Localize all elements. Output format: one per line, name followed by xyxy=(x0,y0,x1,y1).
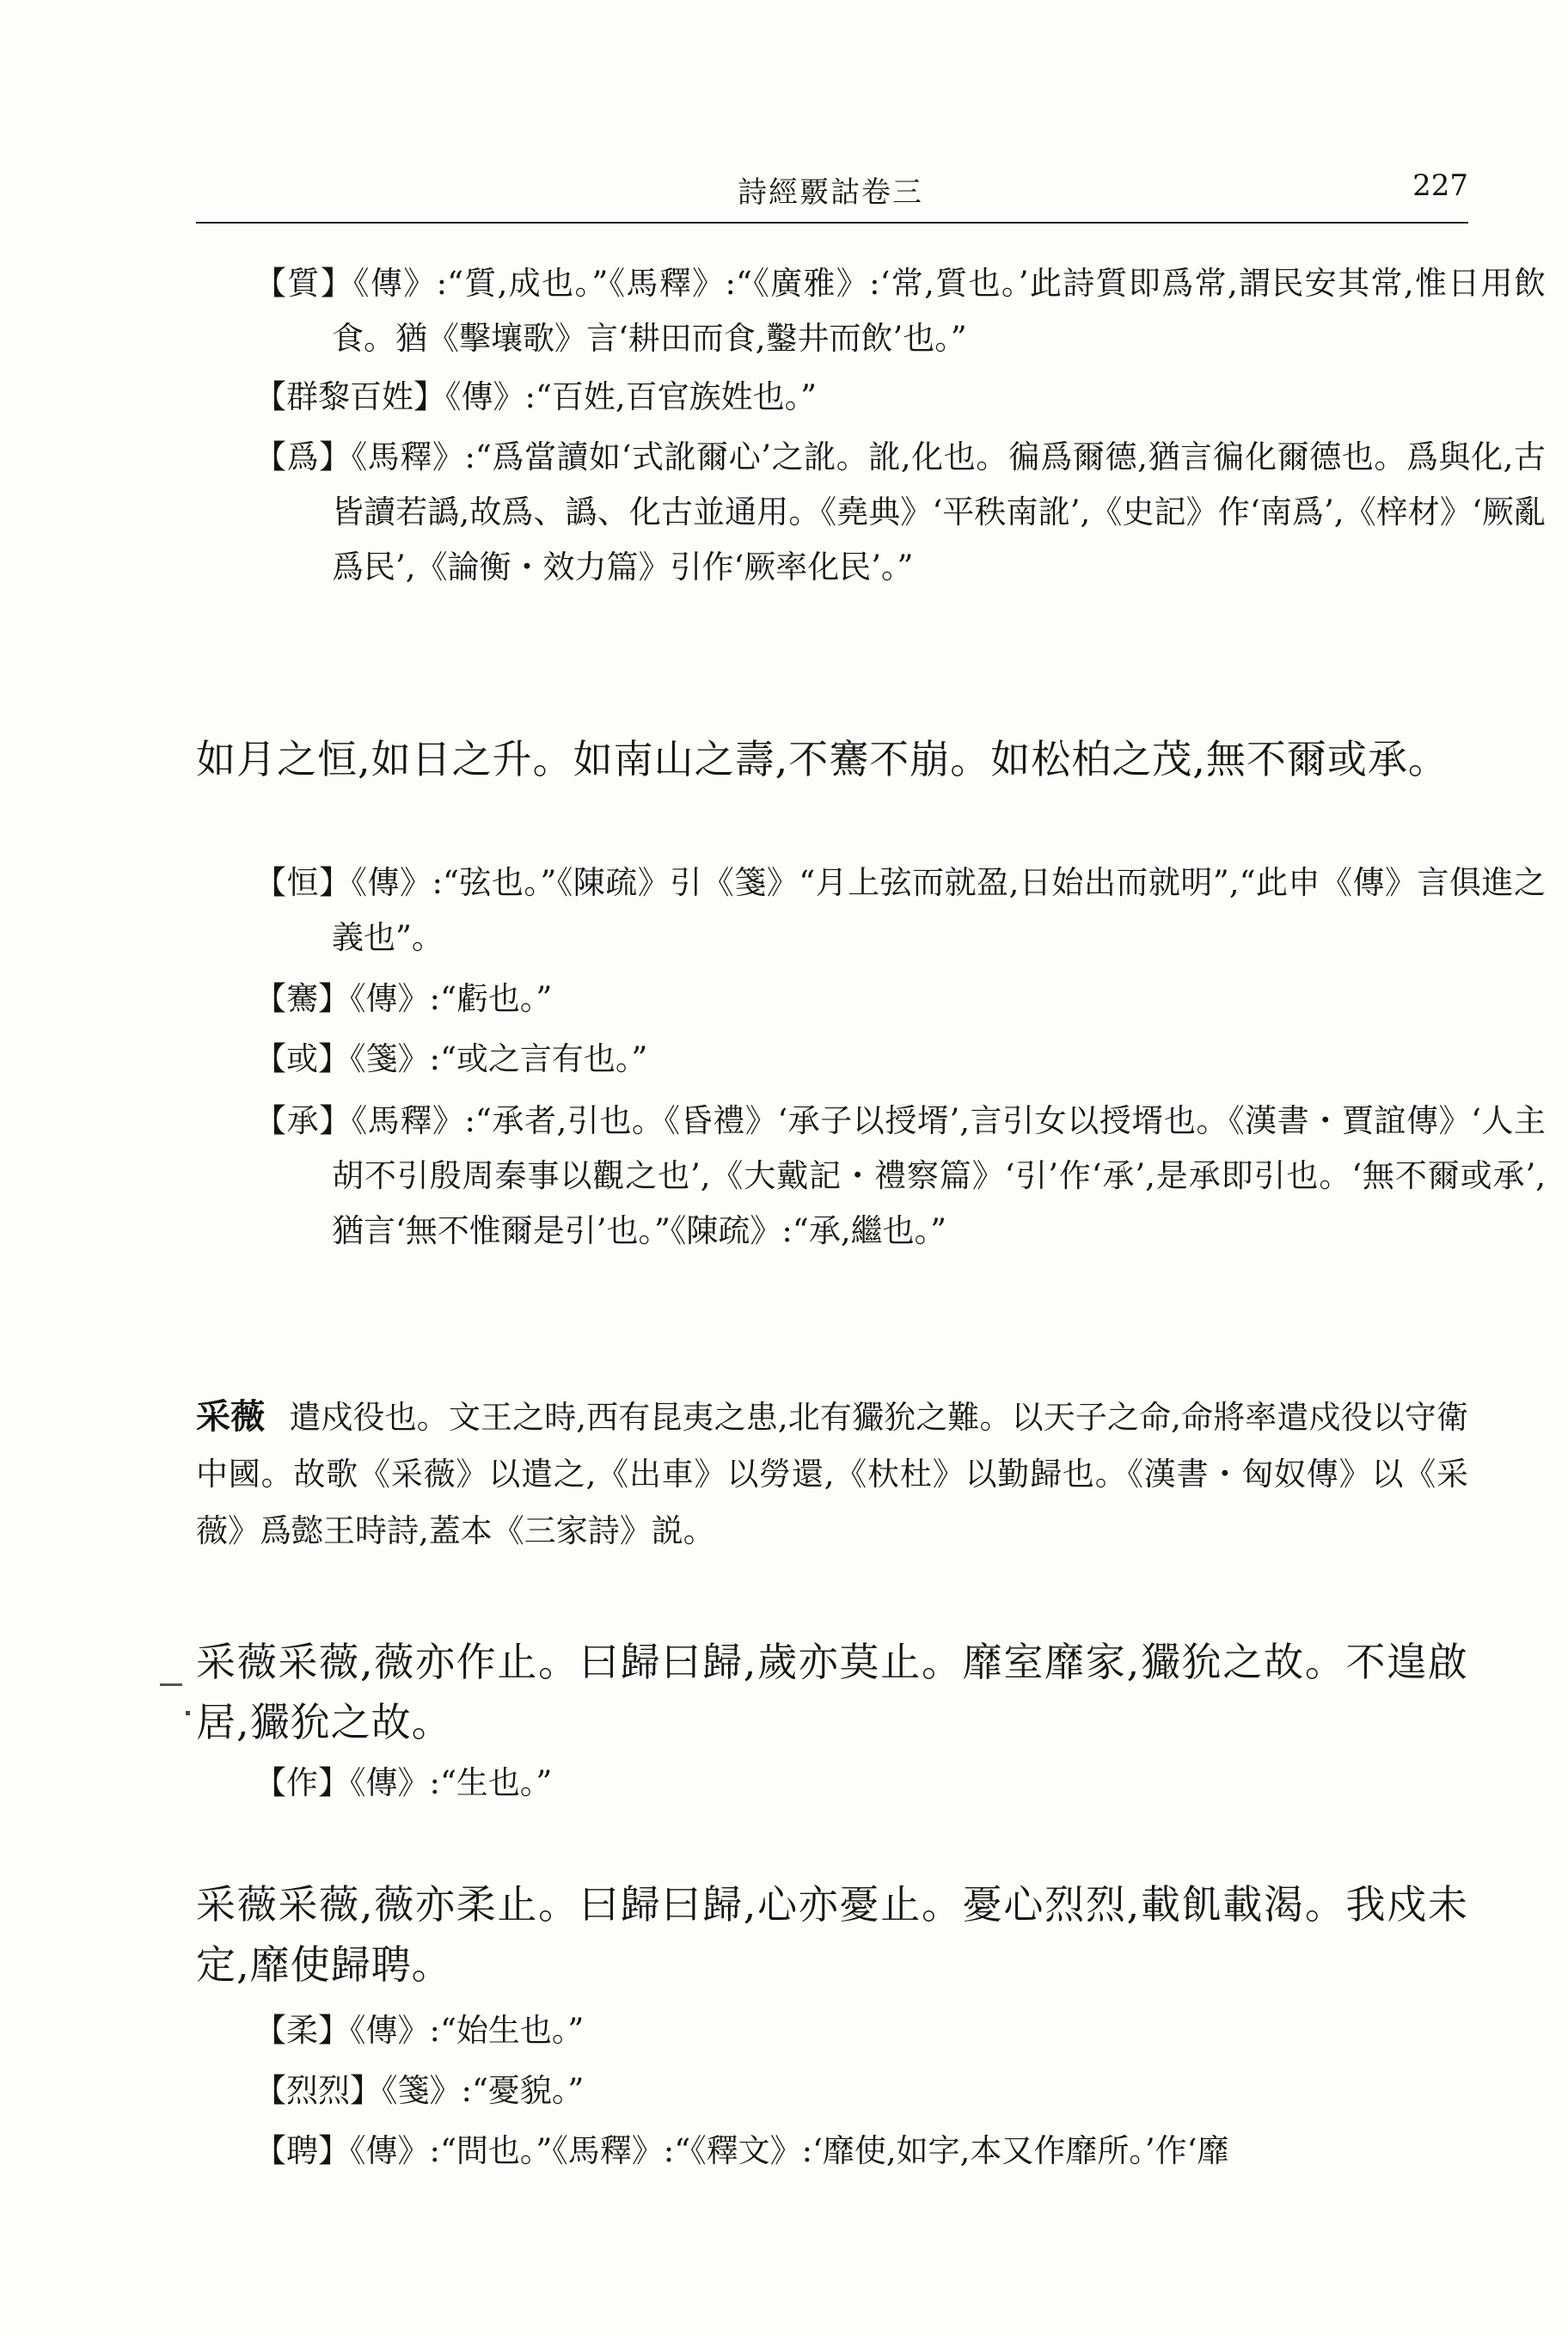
note-qunli-baixing: 【群黎百姓】《傳》:“百姓,百官族姓也。” xyxy=(254,378,818,415)
ode-preface: 遣戍役也。文王之時,西有昆夷之患,北有玁狁之難。以天子之命,命將率遣戍役以守衛中國。故歌《采薇》以遣之,《出車》以勞還,《杕杜》以勤歸也。《漢書・匈奴傳》以《采薇》爲懿王時詩,蓋本《三家詩》説。 xyxy=(196,1399,1468,1549)
note-zhi: 【質】《傳》:“質,成也。”《馬釋》:“《廣雅》:‘常,質也。’此詩質即爲常,謂民安其常,惟日用飲食。猶《擊壤歌》言‘耕田而食,鑿井而飲’也。” xyxy=(254,265,1546,357)
header-rule xyxy=(196,222,1468,224)
note-wei: 【爲】《馬釋》:“爲當讀如‘式訛爾心’之訛。訛,化也。徧爲爾德,猶言徧化爾德也。爲與化,古皆讀若譌,故爲、譌、化古並通用。《堯典》‘平秩南訛’,《史記》作‘南爲’,《梓材》‘厥亂爲民’,《論衡・效力篇》引作‘厥率化民’。” xyxy=(254,438,1546,586)
margin-mark xyxy=(160,1683,182,1686)
margin-dot xyxy=(186,1711,190,1715)
note-heng: 【恒】《傳》:“弦也。”《陳疏》引《箋》“月上弦而就盈,日始出而就明”,“此申《傳》言俱進之義也”。 xyxy=(254,864,1546,956)
note-pin: 【聘】《傳》:“問也。”《馬釋》:“《釋文》:‘靡使,如字,本又作靡所。’作‘靡 xyxy=(254,2132,1229,2169)
note-huo: 【或】《箋》:“或之言有也。” xyxy=(254,1040,648,1077)
page-number: 227 xyxy=(1412,169,1468,203)
running-title: 詩經覈詁卷三 xyxy=(738,175,923,210)
note-qian: 【騫】《傳》:“虧也。” xyxy=(254,980,553,1017)
note-zuo: 【作】《傳》:“生也。” xyxy=(254,1764,553,1801)
verse-caiwei-1: 采薇采薇,薇亦作止。曰歸曰歸,歲亦莫止。靡室靡家,玁狁之故。不遑啟居,玁狁之故。 xyxy=(196,1639,1468,1745)
note-lielie: 【烈烈】《箋》:“憂貌。” xyxy=(254,2072,585,2109)
ode-title: 采薇 xyxy=(196,1396,266,1437)
verse-caiwei-2: 采薇采薇,薇亦柔止。曰歸曰歸,心亦憂止。憂心烈烈,載飢載渴。我戍未定,靡使歸聘。 xyxy=(196,1881,1468,1988)
note-cheng: 【承】《馬釋》:“承者,引也。《昏禮》‘承子以授壻’,言引女以授壻也。《漢書・賈誼傳》‘人主胡不引殷周秦事以觀之也’,《大戴記・禮察篇》‘引’作‘承’,是承即引也。‘無不爾或承’,猶言‘無不惟爾是引’也。”《陳疏》:“承,繼也。” xyxy=(254,1102,1546,1249)
running-header xyxy=(196,169,1468,213)
note-rou: 【柔】《傳》:“始生也。” xyxy=(254,2012,585,2049)
verse-ruyue: 如月之恒,如日之升。如南山之壽,不騫不崩。如松柏之茂,無不爾或承。 xyxy=(196,736,1449,782)
ode-caiwei xyxy=(196,1389,1468,1560)
